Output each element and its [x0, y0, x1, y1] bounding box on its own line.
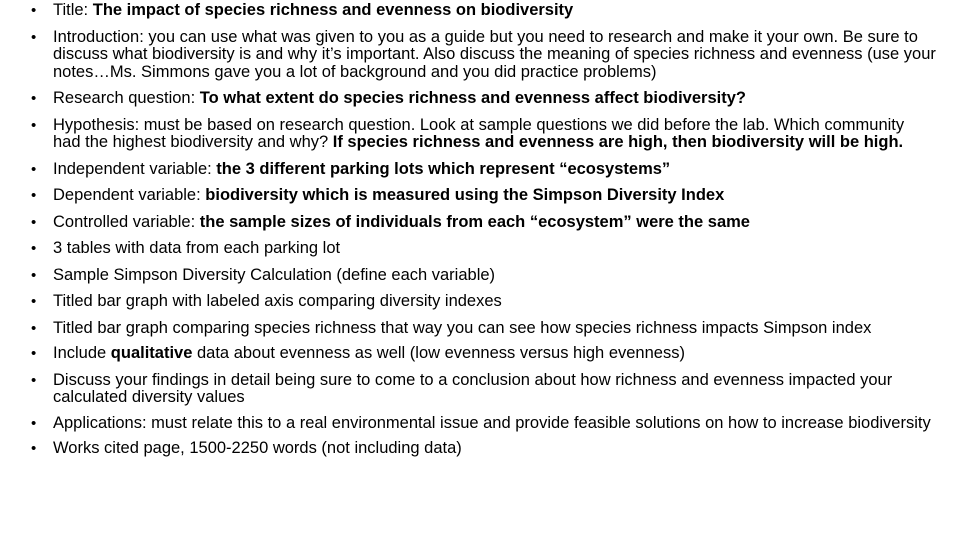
bullet-text: Hypothesis: must be based on research question. Look at sample questions we did before the lab. Which community had the highest biodiversity and why? — [53, 115, 905, 151]
bullet-diversity-graph — [31, 293, 936, 311]
bullet-text: Research question: — [53, 89, 200, 107]
bullet-icon: • — [31, 240, 37, 257]
bullet-icon: • — [31, 319, 37, 337]
bullet-bold-text: If species richness and evenness are high, then biodiversity will be high. — [332, 133, 904, 151]
bullet-icon: • — [31, 266, 37, 284]
bullet-bold-text: qualitative — [110, 344, 193, 362]
bullet-text: Dependent variable: — [53, 186, 206, 204]
bullet-text: Discuss your findings in detail being sure to come to a conclusion about how richness and evenness impacted your calculated diversity values — [53, 370, 893, 406]
bullet-text: Controlled variable: — [53, 212, 200, 231]
bullet-icon: • — [31, 28, 37, 46]
bullet-research-question — [31, 90, 936, 108]
bullet-bold-text: The impact of species richness and evenness on biodiversity — [92, 1, 574, 19]
bullet-list — [31, 2, 936, 467]
bullet-hypothesis — [31, 117, 936, 152]
bullet-text: Include — [53, 344, 111, 362]
bullet-icon: • — [31, 293, 37, 310]
bullet-bold-text: biodiversity which is measured using the Simpson Diversity Index — [205, 186, 725, 204]
bullet-suffix-text: data about evenness as well (low evenness versus high evenness) — [192, 344, 685, 362]
bullet-icon: • — [31, 160, 37, 178]
bullet-title — [31, 2, 936, 20]
bullet-controlled-variable — [31, 214, 936, 232]
bullet-icon: • — [31, 2, 37, 19]
bullet-sample-calculation — [31, 267, 936, 285]
bullet-icon: • — [31, 116, 37, 134]
bullet-dependent-variable — [31, 187, 936, 205]
bullet-text: Title: — [53, 1, 93, 19]
bullet-icon: • — [31, 90, 37, 107]
bullet-icon: • — [31, 345, 37, 362]
bullet-text: 3 tables with data from each parking lot — [53, 239, 341, 257]
bullet-applications — [31, 415, 936, 433]
bullet-text: Titled bar graph with labeled axis comparing diversity indexes — [53, 292, 502, 310]
bullet-text: Titled bar graph comparing species richness that way you can see how species richness impacts Simpson index — [53, 318, 872, 337]
bullet-qualitative-data — [31, 345, 936, 363]
bullet-icon: • — [31, 187, 37, 204]
bullet-works-cited — [31, 440, 936, 458]
bullet-text: Works cited page, 1500-2250 words (not including data) — [53, 439, 462, 457]
bullet-tables — [31, 240, 936, 258]
bullet-text: Independent variable: — [53, 159, 217, 178]
bullet-text: Applications: must relate this to a real environmental issue and provide feasible solutions on how to increase biodiversity — [53, 413, 931, 432]
bullet-text: Sample Simpson Diversity Calculation (define each variable) — [53, 265, 496, 284]
bullet-introduction — [31, 29, 936, 82]
bullet-findings — [31, 372, 936, 407]
bullet-bold-text: To what extent do species richness and evenness affect biodiversity? — [199, 89, 746, 107]
bullet-icon: • — [31, 414, 37, 432]
bullet-bold-text: the 3 different parking lots which represent “ecosystems” — [216, 159, 671, 178]
bullet-icon: • — [31, 371, 37, 389]
bullet-independent-variable — [31, 161, 936, 179]
bullet-bold-text: the sample sizes of individuals from each “ecosystem” were the same — [199, 212, 750, 231]
bullet-icon: • — [31, 213, 37, 231]
bullet-text: Introduction: you can use what was given to you as a guide but you need to research and make it your own. Be sure to discuss what biodiversity is and why it’s important. Also discuss the meaning of species richness and evenness (use your notes…Ms. Simmons gave you a lot of background and you did practice problems) — [53, 27, 936, 81]
bullet-icon: • — [31, 440, 37, 457]
bullet-richness-graph — [31, 320, 936, 338]
